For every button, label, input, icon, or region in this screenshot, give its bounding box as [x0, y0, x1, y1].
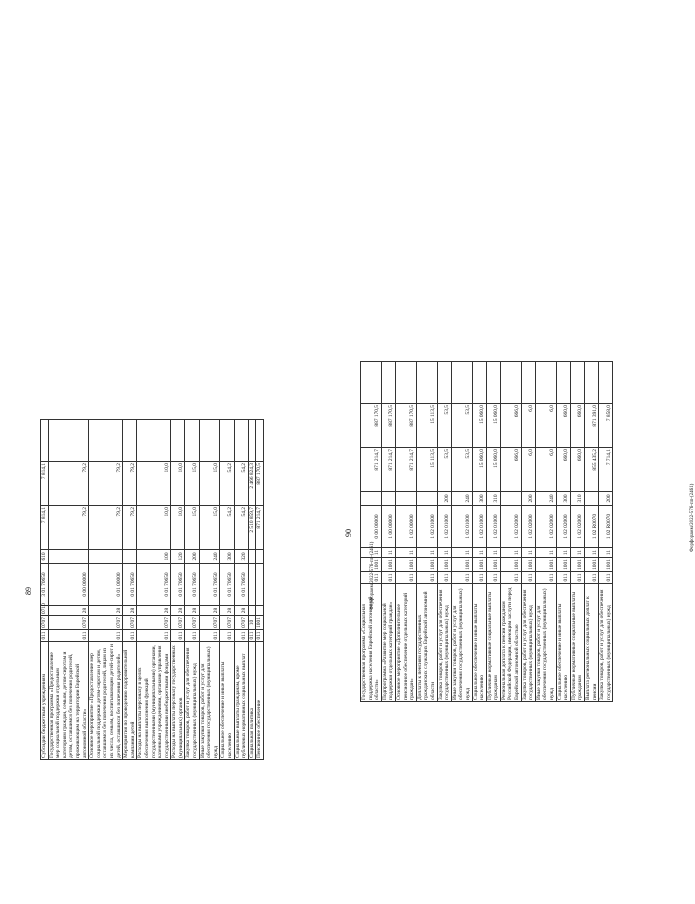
code-cell [123, 550, 137, 564]
amount-cell: 54,2 [220, 462, 234, 506]
amount-cell [48, 420, 89, 462]
row-label: Иные закупки товаров, работ и услуг для обеспечения государственных (муниципальных) нужд [535, 584, 556, 702]
right-page [344, 362, 695, 702]
amount-cell: 79,2 [48, 462, 89, 506]
code-cell: 0707 [89, 616, 123, 630]
code-cell: 0 01 70650 [185, 564, 199, 606]
row-label: Иные закупки товаров, работ и услуг для обеспечения государственных (муниципальных) нужд [199, 642, 220, 760]
code-cell: 011 [381, 572, 395, 584]
amount-cell [556, 362, 570, 404]
code-cell: 011 [48, 630, 89, 642]
amount-cell: 871 214,7 [395, 448, 416, 492]
code-cell: 1 02 01000 [437, 506, 451, 548]
row-label: Социальные выплаты гражданам, кроме публичных нормативных социальных выплат [234, 642, 248, 760]
budget-table [360, 361, 613, 702]
code-cell: 1 02 R0070 [599, 506, 613, 548]
code-cell: 0 01 70650 [199, 564, 220, 606]
code-cell: 11 [437, 548, 451, 558]
amount-cell: 7 814,1 [41, 506, 49, 550]
code-cell: 011 [123, 630, 137, 642]
code-cell: 011 [199, 630, 220, 642]
code-cell: 0707 [234, 616, 248, 630]
code-cell [256, 564, 264, 606]
amount-cell: 6,0 [521, 404, 535, 448]
code-cell: 0 01 70650 [171, 564, 185, 606]
code-cell: 011 [361, 572, 382, 584]
amount-cell [381, 362, 395, 404]
code-cell: 011 [89, 630, 123, 642]
code-cell: 1 02 02000 [521, 506, 535, 548]
code-cell: 1001 [556, 558, 570, 572]
amount-cell: 871 214,7 [361, 448, 382, 492]
amount-cell [500, 362, 521, 404]
amount-cell: 887 170,5 [381, 404, 395, 448]
row-label: Иные закупки товаров, работ и услуг для обеспечения государственных (муниципальных) нужд [451, 584, 472, 702]
code-cell: 011 [248, 630, 256, 642]
amount-cell: 660,0 [570, 448, 584, 492]
code-cell: 310 [486, 492, 500, 506]
code-cell [48, 550, 89, 564]
table-row [89, 420, 123, 760]
table-row [395, 362, 416, 702]
code-cell: 0707 [137, 616, 171, 630]
code-cell: 1001 [521, 558, 535, 572]
amount-cell [171, 420, 185, 462]
row-label: Государственная программа «Предоставление мер социальной поддержки отдельным категориям граждан, семьям, детям-сиротам и детям, оставшимся без попечения родителей, проживающим на территории Еврейской автономной области» [48, 642, 89, 760]
code-cell: 1001 [256, 617, 263, 628]
amount-cell [521, 362, 535, 404]
code-cell: 1001 [486, 558, 500, 572]
code-cell: 11 [500, 548, 521, 558]
code-cell: 240 [535, 492, 556, 506]
amount-cell: 15 113,5 [416, 404, 437, 448]
code-cell: 1 00 00000 [381, 506, 395, 548]
table-row [361, 362, 382, 702]
code-cell [248, 606, 256, 616]
code-cell: 1 02 02000 [556, 506, 570, 548]
amount-cell: 2 466 824,3 [248, 462, 256, 506]
table-row [171, 420, 185, 760]
amount-cell [248, 420, 256, 462]
code-cell [256, 550, 264, 564]
row-label: Государственная программа «Социальная поддержка населения Еврейской автономной области» [361, 584, 382, 702]
code-cell: 1 02 02000 [535, 506, 556, 548]
code-cell: 320 [234, 550, 248, 564]
code-cell: 1001 [395, 558, 416, 572]
code-cell: 011 [171, 630, 185, 642]
code-cell: 0 01 00000 [89, 564, 123, 606]
code-cell: 3 01 70650 [41, 564, 49, 606]
amount-cell: 6,0 [521, 448, 535, 492]
table-row [416, 362, 437, 702]
code-cell: 10 [248, 616, 256, 630]
row-label: Социальная политика [248, 642, 256, 760]
code-cell: 200 [599, 492, 613, 506]
amount-cell: 15 060,0 [486, 404, 500, 448]
table-row [570, 362, 584, 702]
code-cell: 1001 [451, 558, 472, 572]
amount-cell: 666,0 [500, 404, 521, 448]
amount-cell: 871 391,0 [585, 404, 599, 448]
table-row [451, 362, 472, 702]
amount-cell [535, 362, 556, 404]
code-cell: 11 [521, 548, 535, 558]
amount-cell: 7 858,0 [599, 404, 613, 448]
amount-cell [123, 420, 137, 462]
code-cell: 011 [585, 572, 599, 584]
table-row [256, 420, 264, 760]
code-cell: 011 [137, 630, 171, 642]
row-label: Выплата региональных социальных доплат к пенсии [585, 584, 599, 702]
amount-cell [137, 420, 171, 462]
code-cell: 300 [472, 492, 486, 506]
code-cell: 11 [472, 548, 486, 558]
row-label: Закупка товаров, работ и услуг для обеспечения государственных (муниципальных) нужд [437, 584, 451, 702]
table-row [437, 362, 451, 702]
code-cell: 28 [123, 606, 137, 616]
row-label: Субсидии бюджетным учреждениям [41, 642, 49, 760]
amount-cell: 855 435,2 [585, 448, 599, 492]
code-cell: 1 02 01000 [451, 506, 472, 548]
code-cell: 1001 [416, 558, 437, 572]
amount-cell [199, 420, 220, 462]
code-cell: 200 [521, 492, 535, 506]
code-cell: 28 [89, 606, 123, 616]
amount-cell: 79,2 [123, 462, 137, 506]
amount-cell: 6,0 [535, 404, 556, 448]
amount-cell: 2 510 859,7 [248, 506, 256, 550]
code-cell: 1 02 00000 [395, 506, 416, 548]
code-cell: 011 [451, 572, 472, 584]
amount-cell: 10,0 [171, 462, 185, 506]
code-cell: 0 01 70650 [137, 564, 171, 606]
code-cell: 11 [599, 548, 613, 558]
row-label: Пенсионное обеспечение [256, 642, 264, 760]
code-cell: 28 [220, 606, 234, 616]
code-cell: 1001 [381, 558, 395, 572]
code-cell [381, 492, 395, 506]
code-cell: 240 [199, 550, 220, 564]
amount-cell: 15,0 [199, 462, 220, 506]
code-cell: 300 [220, 550, 234, 564]
code-cell [585, 492, 599, 506]
document-footer: Форфорамм/2022-576-пп-(2461) [370, 541, 375, 610]
row-label: Мероприятия по проведению оздоровительной кампании детей [123, 642, 137, 760]
table-row [137, 420, 171, 760]
amount-cell: 15 113,5 [416, 448, 437, 492]
code-cell: 011 [41, 630, 49, 642]
code-cell: 11 [416, 548, 437, 558]
code-cell: 11 [585, 548, 599, 558]
amount-cell: 10,0 [137, 506, 171, 550]
code-cell: 0707 [220, 616, 234, 630]
code-cell: 11 [556, 548, 570, 558]
code-cell: 1001 [361, 558, 382, 572]
code-cell: 011 [416, 572, 437, 584]
code-cell: 28 [48, 606, 89, 616]
table-row [599, 362, 613, 702]
amount-cell: 15,0 [185, 462, 199, 506]
table-row [500, 362, 521, 702]
amount-cell [361, 362, 382, 404]
amount-cell: 887 170,5 [395, 404, 416, 448]
code-cell: 1001 [570, 558, 584, 572]
code-cell: 1001 [599, 558, 613, 572]
page-number: 89 [24, 587, 33, 595]
amount-cell [437, 362, 451, 404]
code-cell: 0 01 70650 [220, 564, 234, 606]
table-row [381, 362, 395, 702]
amount-cell: 79,2 [48, 506, 89, 550]
row-label: Региональная доплата к пенсии гражданам Российской Федерации, имеющим заслуги перед Еврейской автономной областью [500, 584, 521, 702]
row-label: Подпрограмма «Развитие мер социальной поддержки отдельных категорий граждан» [381, 584, 395, 702]
amount-cell [220, 420, 234, 462]
table-row [486, 362, 500, 702]
code-cell: 011 [185, 630, 199, 642]
code-cell: 0707 [41, 617, 47, 628]
code-cell: 011 [437, 572, 451, 584]
code-cell: 011 [234, 630, 248, 642]
table-row [585, 362, 599, 702]
code-cell: 28 [171, 606, 185, 616]
amount-cell [41, 420, 49, 462]
amount-cell: 15 060,0 [472, 404, 486, 448]
row-label: Социальное обеспечение и иные выплаты населению [220, 642, 234, 760]
code-cell: 11 [395, 548, 416, 558]
table-row [248, 420, 256, 760]
document-footer: Форфорамм/2022-576-пп-(2461) [690, 483, 695, 552]
amount-cell: 54,2 [220, 506, 234, 550]
code-cell [361, 492, 382, 506]
code-cell: 11 [535, 548, 556, 558]
amount-cell: 660,0 [556, 404, 570, 448]
code-cell: 120 [171, 550, 185, 564]
table-row [556, 362, 570, 702]
code-cell: 011 [395, 572, 416, 584]
page-number: 90 [344, 529, 353, 537]
amount-cell [89, 420, 123, 462]
code-cell: 0 01 70650 [123, 564, 137, 606]
amount-cell: 53,5 [451, 404, 472, 448]
code-cell: 011 [220, 630, 234, 642]
code-cell: 0707 [48, 616, 89, 630]
code-cell [395, 492, 416, 506]
row-label: Доплаты к пенсиям государственных гражданских служащих Еврейской автономной области [416, 584, 437, 702]
amount-cell [234, 420, 248, 462]
code-cell: 011 [521, 572, 535, 584]
amount-cell: 79,2 [123, 506, 137, 550]
amount-cell [395, 362, 416, 404]
code-cell: 11 [381, 548, 395, 558]
amount-cell: 53,5 [451, 448, 472, 492]
amount-cell: 6,0 [535, 448, 556, 492]
code-cell: 1001 [437, 558, 451, 572]
code-cell: 610 [41, 550, 49, 564]
row-label: Закупка товаров, работ и услуг для обеспечения государственных (муниципальных) нужд [185, 642, 199, 760]
code-cell [500, 492, 521, 506]
row-label: Основное мероприятие «Предоставление мер социальной поддержки детям-сиротам и детям, оставшимся без попечения родителей, лицам из их числа, семьям, воспитывающим детей-сирот и детей, оставшихся без попечения родителей» [89, 642, 123, 760]
table-row [41, 420, 49, 760]
code-cell: 1001 [500, 558, 521, 572]
row-label: Основное мероприятие «Дополнительное пенсионное обеспечение отдельных категорий граждан» [395, 584, 416, 702]
amount-cell: 54,2 [234, 506, 248, 550]
amount-cell: 53,5 [437, 448, 451, 492]
amount-cell: 15 060,0 [472, 448, 486, 492]
amount-cell [570, 362, 584, 404]
amount-cell: 660,0 [570, 404, 584, 448]
table-row [472, 362, 486, 702]
row-label: Социальное обеспечение и иные выплаты населению [472, 584, 486, 702]
code-cell: 0 00 00000 [361, 506, 382, 548]
code-cell: 0710 [41, 603, 47, 614]
code-cell: 0 00 00000 [48, 564, 89, 606]
code-cell: 1 02 02000 [570, 506, 584, 548]
table-row [199, 420, 220, 760]
code-cell: 300 [556, 492, 570, 506]
code-cell: 28 [137, 606, 171, 616]
code-cell: 011 [472, 572, 486, 584]
amount-cell [185, 420, 199, 462]
code-cell: 11 [451, 548, 472, 558]
amount-cell: 15,0 [199, 506, 220, 550]
row-label: Закупка товаров, работ и услуг для обеспечения государственных (муниципальных) нужд [521, 584, 535, 702]
code-cell: 1 02 R0070 [585, 506, 599, 548]
amount-cell: 887 170,5 [256, 462, 264, 506]
code-cell [416, 492, 437, 506]
code-cell: 1 02 01000 [416, 506, 437, 548]
table-row [185, 420, 199, 760]
code-cell [256, 606, 264, 616]
code-cell: 011 [500, 572, 521, 584]
amount-cell: 10,0 [171, 506, 185, 550]
code-cell: 28 [199, 606, 220, 616]
row-label: Социальное обеспечение и иные выплаты населению [556, 584, 570, 702]
row-label: Расходы на выплаты персоналу в целях обеспечения выполнения функций государственными (муниципальными) органами, казенными учреждениями, органами управления государственными внебюджетными фондами [137, 642, 171, 760]
code-cell [89, 550, 123, 564]
code-cell: 100 [137, 550, 171, 564]
code-cell [248, 564, 256, 606]
code-cell: 1001 [472, 558, 486, 572]
amount-cell: 15 060,0 [486, 448, 500, 492]
amount-cell: 887 170,5 [361, 404, 382, 448]
code-cell: 011 [599, 572, 613, 584]
amount-cell: 871 214,7 [256, 506, 264, 550]
table-row [535, 362, 556, 702]
code-cell: 0707 [185, 616, 199, 630]
code-cell: 1 02 02000 [500, 506, 521, 548]
code-cell: 28 [185, 606, 199, 616]
code-cell: 310 [570, 492, 584, 506]
code-cell: 011 [486, 572, 500, 584]
code-cell: 11 [361, 548, 382, 558]
code-cell: 011 [570, 572, 584, 584]
amount-cell [416, 362, 437, 404]
code-cell: 0707 [123, 616, 137, 630]
code-cell: 0707 [199, 616, 220, 630]
table-row [123, 420, 137, 760]
amount-cell: 7 814,1 [41, 462, 49, 506]
amount-cell [256, 420, 264, 462]
code-cell: 011 [535, 572, 556, 584]
table-row [220, 420, 234, 760]
code-cell: 0707 [171, 616, 185, 630]
amount-cell: 7 714,1 [599, 448, 613, 492]
code-cell: 28 [234, 606, 248, 616]
amount-cell: 53,5 [437, 404, 451, 448]
amount-cell: 660,0 [556, 448, 570, 492]
row-label: Публичные нормативные социальные выплаты гражданам [570, 584, 584, 702]
table-row [234, 420, 248, 760]
code-cell: 1001 [585, 558, 599, 572]
amount-cell: 15,0 [185, 506, 199, 550]
row-label: Публичные нормативные социальные выплаты гражданам [486, 584, 500, 702]
code-cell: 1 02 01000 [472, 506, 486, 548]
table-row [521, 362, 535, 702]
code-cell: 11 [486, 548, 500, 558]
amount-cell: 666,0 [500, 448, 521, 492]
code-cell: 0 01 70650 [234, 564, 248, 606]
amount-cell [486, 362, 500, 404]
amount-cell: 10,0 [137, 462, 171, 506]
amount-cell [585, 362, 599, 404]
code-cell: 240 [451, 492, 472, 506]
code-cell: 200 [185, 550, 199, 564]
row-label: Расходы на выплаты персоналу государственных (муниципальных) органов [171, 642, 185, 760]
amount-cell [472, 362, 486, 404]
table-row [48, 420, 89, 760]
amount-cell: 79,2 [89, 462, 123, 506]
code-cell: 011 [256, 630, 264, 642]
amount-cell: 79,2 [89, 506, 123, 550]
code-cell: 1 02 01000 [486, 506, 500, 548]
amount-cell [451, 362, 472, 404]
code-cell: 200 [437, 492, 451, 506]
amount-cell: 871 214,7 [381, 448, 395, 492]
budget-table [40, 419, 264, 760]
row-label: Закупка товаров, работ и услуг для обеспечения государственных (муниципальных) нужд [599, 584, 613, 702]
code-cell: 1001 [535, 558, 556, 572]
amount-cell: 54,2 [234, 462, 248, 506]
code-cell: 11 [570, 548, 584, 558]
code-cell [248, 550, 256, 564]
amount-cell [599, 362, 613, 404]
code-cell: 011 [556, 572, 570, 584]
